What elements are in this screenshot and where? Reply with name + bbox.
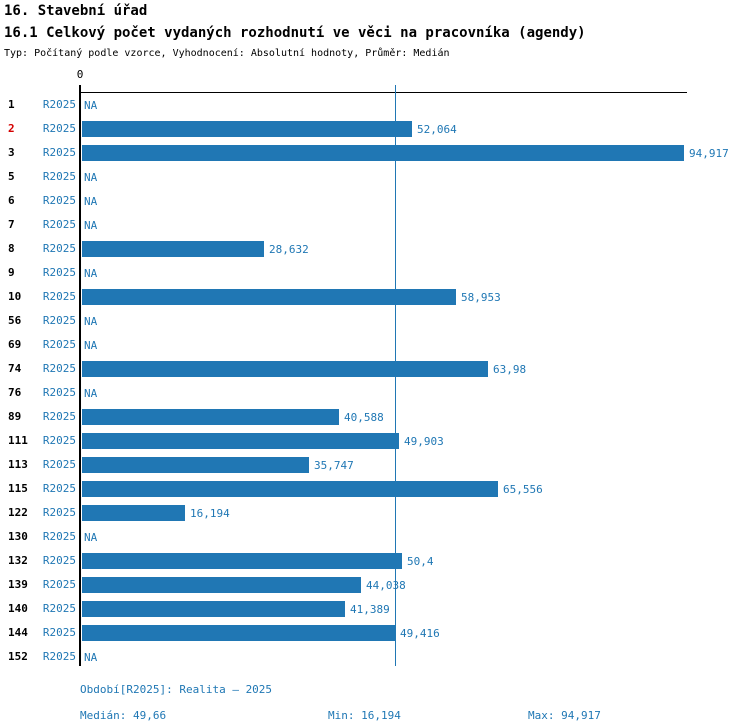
value-label: 49,416 [400,626,440,640]
value-label: 49,903 [404,434,444,448]
footer-period-legend: Období[R2025]: Realita – 2025 [80,683,273,696]
row-period-label: R2025 [42,578,76,591]
chart-meta: Typ: Počítaný podle vzorce, Vyhodnocení: Absolutní hodnoty, Průměr: Medián [4,48,450,59]
value-label: 44,038 [366,578,406,592]
row-period-label: R2025 [42,362,76,375]
value-bar [82,601,345,617]
row-period-label: R2025 [42,482,76,495]
chart-row [0,189,750,213]
row-category-label: 139 [8,578,28,591]
chart-row [0,477,750,501]
row-period-label: R2025 [42,626,76,639]
row-bar-area [80,481,750,497]
row-bar-area [80,625,750,641]
value-bar [82,553,402,569]
row-period-label: R2025 [42,266,76,279]
chart-row [0,549,750,573]
chart-row [0,213,750,237]
row-category-label: 7 [8,218,15,231]
value-label: 94,917 [689,146,729,160]
row-category-label: 132 [8,554,28,567]
row-period-label: R2025 [42,170,76,183]
footer-max-stat: Max: 94,917 [528,709,601,722]
row-category-label: 74 [8,362,22,375]
na-label: NA [84,338,98,352]
value-bar [82,433,399,449]
value-label: 35,747 [314,458,354,472]
value-bar [82,361,488,377]
row-bar-area [80,99,750,112]
row-category-label: 6 [8,194,15,207]
row-bar-area [80,433,750,449]
chart-row [0,261,750,285]
chart-row [0,405,750,429]
row-category-label: 152 [8,650,28,663]
row-period-label: R2025 [42,554,76,567]
row-period-label: R2025 [42,290,76,303]
row-bar-area [80,339,750,352]
row-category-label: 8 [8,242,15,255]
chart-row [0,117,750,141]
row-bar-area [80,505,750,521]
axis-zero-tick-label: 0 [76,68,84,81]
row-period-label: R2025 [42,458,76,471]
chart-row [0,453,750,477]
row-bar-area [80,457,750,473]
row-category-label: 10 [8,290,22,303]
na-label: NA [84,386,98,400]
chart-row [0,573,750,597]
chart-title: 16.1 Celkový počet vydaných rozhodnutí ve věci na pracovníka (agendy) [4,25,586,41]
row-category-label: 115 [8,482,28,495]
row-period-label: R2025 [42,194,76,207]
row-period-label: R2025 [42,506,76,519]
row-bar-area [80,651,750,664]
na-label: NA [84,170,98,184]
page-title: 16. Stavební úřad [4,3,148,19]
chart-row [0,237,750,261]
value-label: 63,98 [493,362,527,376]
row-bar-area [80,553,750,569]
row-bar-area [80,601,750,617]
na-label: NA [84,266,98,280]
row-bar-area [80,121,750,137]
row-period-label: R2025 [42,602,76,615]
row-bar-area [80,171,750,184]
na-label: NA [84,530,98,544]
value-label: 58,953 [461,290,501,304]
row-bar-area [80,195,750,208]
row-bar-area [80,577,750,593]
chart-row [0,525,750,549]
value-bar [82,481,498,497]
footer-median-stat: Medián: 49,66 [80,709,167,722]
chart-row [0,501,750,525]
chart-row [0,309,750,333]
value-label: 28,632 [269,242,309,256]
chart-row [0,429,750,453]
row-period-label: R2025 [42,98,76,111]
row-bar-area [80,267,750,280]
chart-row [0,93,750,117]
value-label: 16,194 [190,506,230,520]
value-bar [82,289,456,305]
row-period-label: R2025 [42,650,76,663]
row-category-label: 122 [8,506,28,519]
row-category-label: 113 [8,458,28,471]
row-period-label: R2025 [42,338,76,351]
row-period-label: R2025 [42,146,76,159]
row-category-label: 2 [8,122,15,135]
na-label: NA [84,650,98,664]
chart-row [0,597,750,621]
chart-row [0,381,750,405]
value-bar [82,577,361,593]
row-bar-area [80,289,750,305]
row-bar-area [80,409,750,425]
value-bar [82,121,412,137]
row-category-label: 144 [8,626,28,639]
na-label: NA [84,194,98,208]
row-category-label: 1 [8,98,15,111]
row-category-label: 140 [8,602,28,615]
chart-rows [0,93,750,669]
chart-row [0,165,750,189]
value-bar [82,457,309,473]
value-bar [82,409,339,425]
row-category-label: 3 [8,146,15,159]
row-bar-area [80,145,750,161]
value-bar [82,241,264,257]
row-category-label: 69 [8,338,22,351]
row-bar-area [80,315,750,328]
row-period-label: R2025 [42,530,76,543]
na-label: NA [84,218,98,232]
row-period-label: R2025 [42,314,76,327]
row-bar-area [80,241,750,257]
row-category-label: 9 [8,266,15,279]
chart-row [0,357,750,381]
value-bar [82,145,684,161]
value-bar [82,625,395,641]
row-period-label: R2025 [42,434,76,447]
chart-row [0,333,750,357]
chart-row [0,645,750,669]
value-label: 41,389 [350,602,390,616]
value-label: 50,4 [407,554,434,568]
value-bar [82,505,185,521]
value-label: 65,556 [503,482,543,496]
row-period-label: R2025 [42,218,76,231]
row-period-label: R2025 [42,242,76,255]
na-label: NA [84,314,98,328]
row-category-label: 111 [8,434,28,447]
row-category-label: 76 [8,386,22,399]
row-bar-area [80,387,750,400]
row-category-label: 130 [8,530,28,543]
value-label: 52,064 [417,122,457,136]
row-bar-area [80,531,750,544]
value-label: 40,588 [344,410,384,424]
row-category-label: 5 [8,170,15,183]
row-period-label: R2025 [42,410,76,423]
row-period-label: R2025 [42,386,76,399]
na-label: NA [84,98,98,112]
row-bar-area [80,361,750,377]
row-category-label: 56 [8,314,22,327]
chart-row [0,141,750,165]
row-bar-area [80,219,750,232]
chart-row [0,621,750,645]
row-category-label: 89 [8,410,22,423]
row-period-label: R2025 [42,122,76,135]
chart-row [0,285,750,309]
footer-min-stat: Min: 16,194 [328,709,401,722]
